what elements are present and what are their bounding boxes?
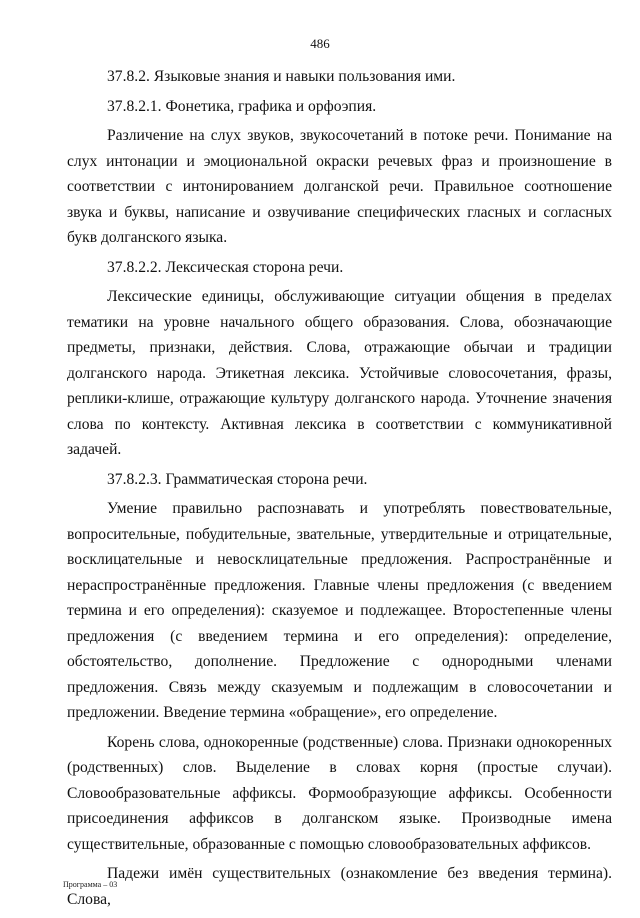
section-heading-37-8-2-3: 37.8.2.3. Грамматическая сторона речи.	[107, 470, 368, 488]
section-heading-37-8-2-1: 37.8.2.1. Фонетика, графика и орфоэпия.	[107, 97, 377, 115]
paragraph-phonetics: Различение на слух звуков, звукосочетаний в потоке речи. Понимание на слух интонации и эмоциональной окраски речевых фраз и произношение в соответствии с интонированием долганской речи. Правильное соотношение звука и буквы, написание и озвучивание специфических гласных и согласных букв долганского языка.	[67, 127, 612, 246]
section-heading-37-8-2: 37.8.2. Языковые знания и навыки пользования ими.	[107, 68, 456, 85]
page-footer: Программа – 03	[63, 880, 118, 889]
paragraph-grammar-roots: Корень слова, однокоренные (родственные) слова. Признаки однокоренных (родственных) слов. Выделение в словах корня (простые случаи). Словообразовательные аффиксы. Формообразующие аффиксы. Особенности присоединения аффиксов в долганском языке. Производные имена существительные, образованные с помощью словообразовательных аффиксов.	[67, 733, 612, 853]
paragraph-lexical: Лексические единицы, обслуживающие ситуации общения в пределах тематики на уровне начального общего образования. Слова, обозначающие предметы, признаки, действия. Слова, отражающие обычаи и традиции долганского народа. Этикетная лексика. Устойчивые словосочетания, фразы, реплики-клише, отражающие культуру долганского народа. Уточнение значения слова по контексту. Активная лексика в соответствии с коммуникативной задачей.	[67, 288, 612, 458]
section-heading-37-8-2-2: 37.8.2.2. Лексическая сторона речи.	[107, 258, 344, 276]
page-number: 486	[310, 36, 330, 51]
paragraph-grammar-sentences: Умение правильно распознавать и употреблять повествовательные, вопросительные, побудительные, звательные, утвердительные и отрицательные, восклицательные и невосклицательные предложения. Распространённые и нераспространённые предложения. Главные члены предложения (с введением термина и его определения): сказуемое и подлежащее. Второстепенные члены предложения (с введением термина и его определения): определение, обстоятельство, дополнение. Предложение с однородными членами предложения. Связь между сказуемым и подлежащим в словосочетании и предложении. Введение термина «обращение», его определение.	[67, 500, 612, 721]
paragraph-grammar-cases: Падежи имён существительных (ознакомление без введения термина). Слова,	[67, 865, 612, 908]
document-body	[67, 64, 612, 916]
